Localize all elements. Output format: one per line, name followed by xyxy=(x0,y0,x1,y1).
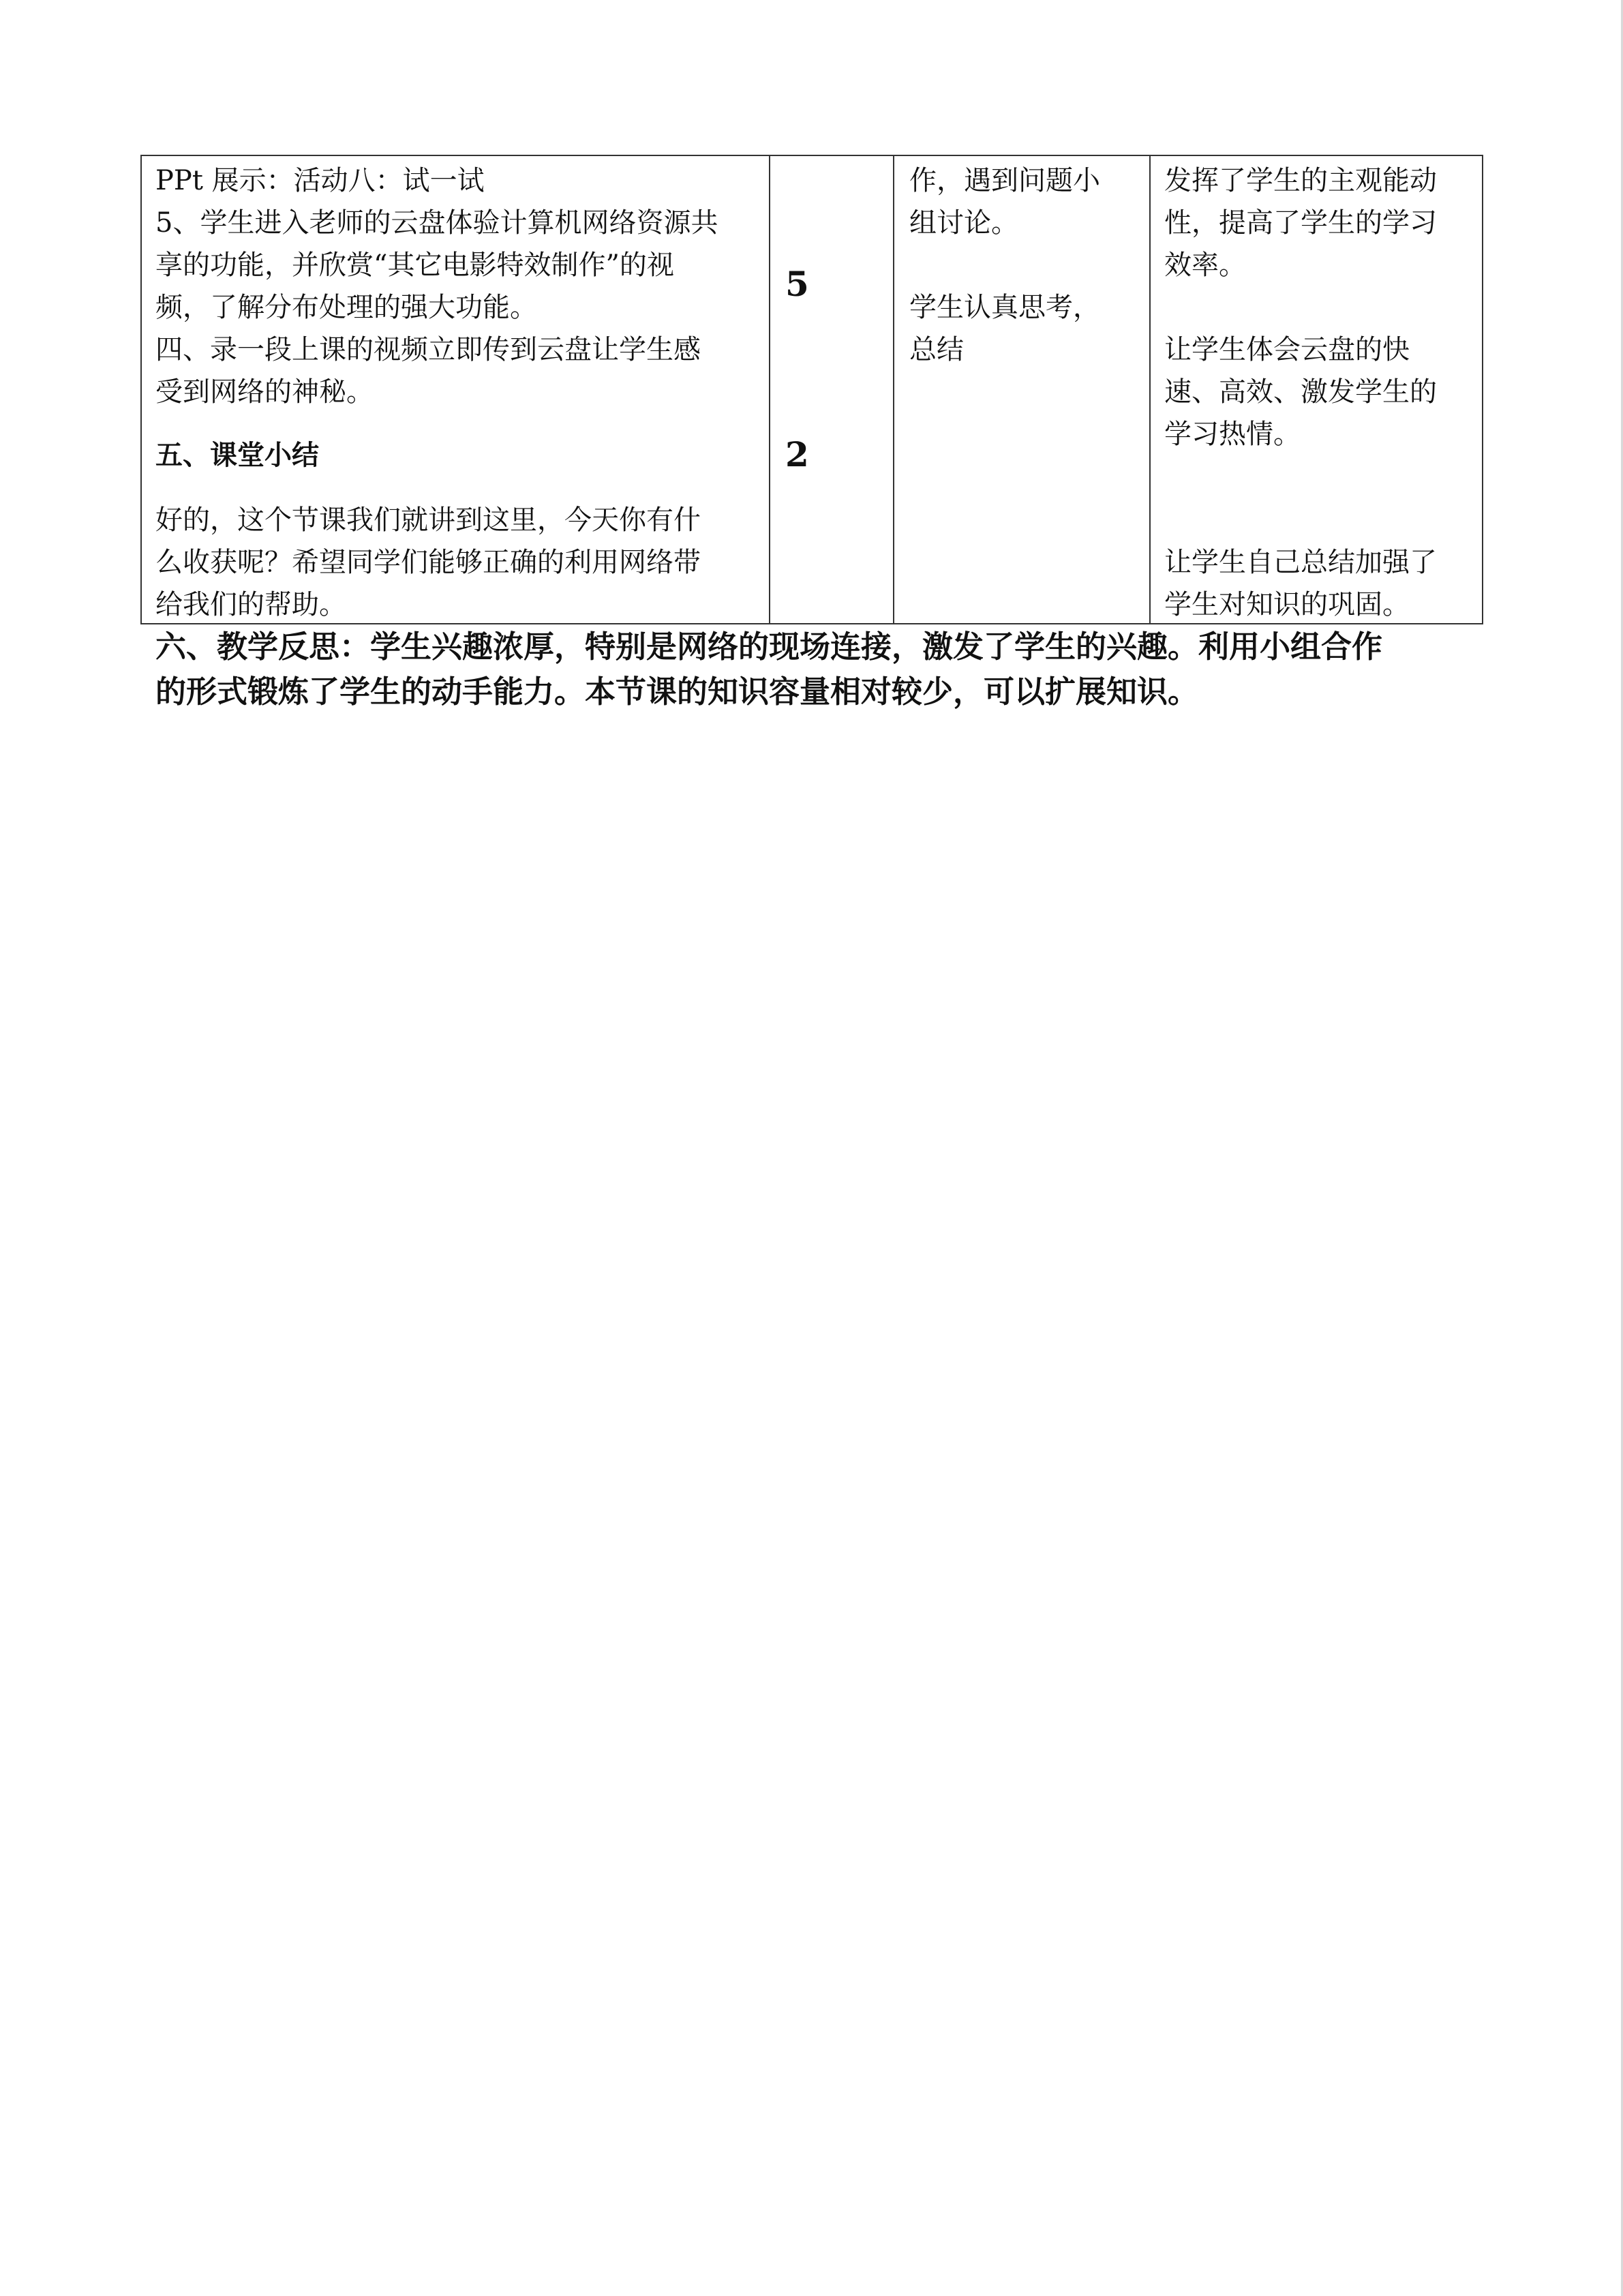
design-intent-line: 性，提高了学生的学习 xyxy=(1164,207,1437,239)
design-intent-column xyxy=(1149,156,1483,623)
activity-line: 给我们的帮助。 xyxy=(155,589,346,620)
reflection-line: 的形式锻炼了学生的动手能力。本节课的知识容量相对较少，可以扩展知识。 xyxy=(155,674,1199,710)
time-column xyxy=(769,156,893,623)
design-intent-line: 让学生体会云盘的快 xyxy=(1164,334,1410,365)
time-value: 2 xyxy=(785,434,809,474)
activity-line: 5、学生进入老师的云盘体验计算机网络资源共 xyxy=(155,207,718,239)
time-value: 5 xyxy=(785,264,809,304)
student-activity-line: 组讨论。 xyxy=(909,207,1018,239)
student-activity-line: 作，遇到问题小 xyxy=(909,165,1100,196)
activity-line: 受到网络的神秘。 xyxy=(155,376,374,408)
section-heading: 五、课堂小结 xyxy=(155,439,319,471)
activity-line: 四、录一段上课的视频立即传到云盘让学生感 xyxy=(155,334,701,365)
activity-line: 么收获呢？希望同学们能够正确的利用网络带 xyxy=(155,547,701,578)
student-activity-line: 总结 xyxy=(909,334,964,365)
activity-line: PPt 展示：活动八：试一试 xyxy=(155,165,485,196)
design-intent-line: 效率。 xyxy=(1164,250,1246,281)
reflection-line: 六、教学反思：学生兴趣浓厚，特别是网络的现场连接，激发了学生的兴趣。利用小组合作 xyxy=(155,629,1383,665)
design-intent-line: 发挥了学生的主观能动 xyxy=(1164,165,1437,196)
activity-line: 享的功能，并欣赏“其它电影特效制作”的视 xyxy=(155,250,674,281)
activity-line: 好的，这个节课我们就讲到这里，今天你有什 xyxy=(155,504,701,536)
student-activity-column xyxy=(893,156,1149,623)
student-activity-line: 学生认真思考， xyxy=(909,292,1100,323)
design-intent-line: 学生对知识的巩固。 xyxy=(1164,589,1410,620)
lesson-table xyxy=(140,155,1483,624)
design-intent-line: 学习热情。 xyxy=(1164,419,1301,450)
design-intent-line: 速、高效、激发学生的 xyxy=(1164,376,1437,408)
design-intent-line: 让学生自己总结加强了 xyxy=(1164,547,1437,578)
teaching-reflection xyxy=(155,624,1491,714)
activity-line: 频，了解分布处理的强大功能。 xyxy=(155,292,537,323)
activity-column xyxy=(142,156,769,623)
